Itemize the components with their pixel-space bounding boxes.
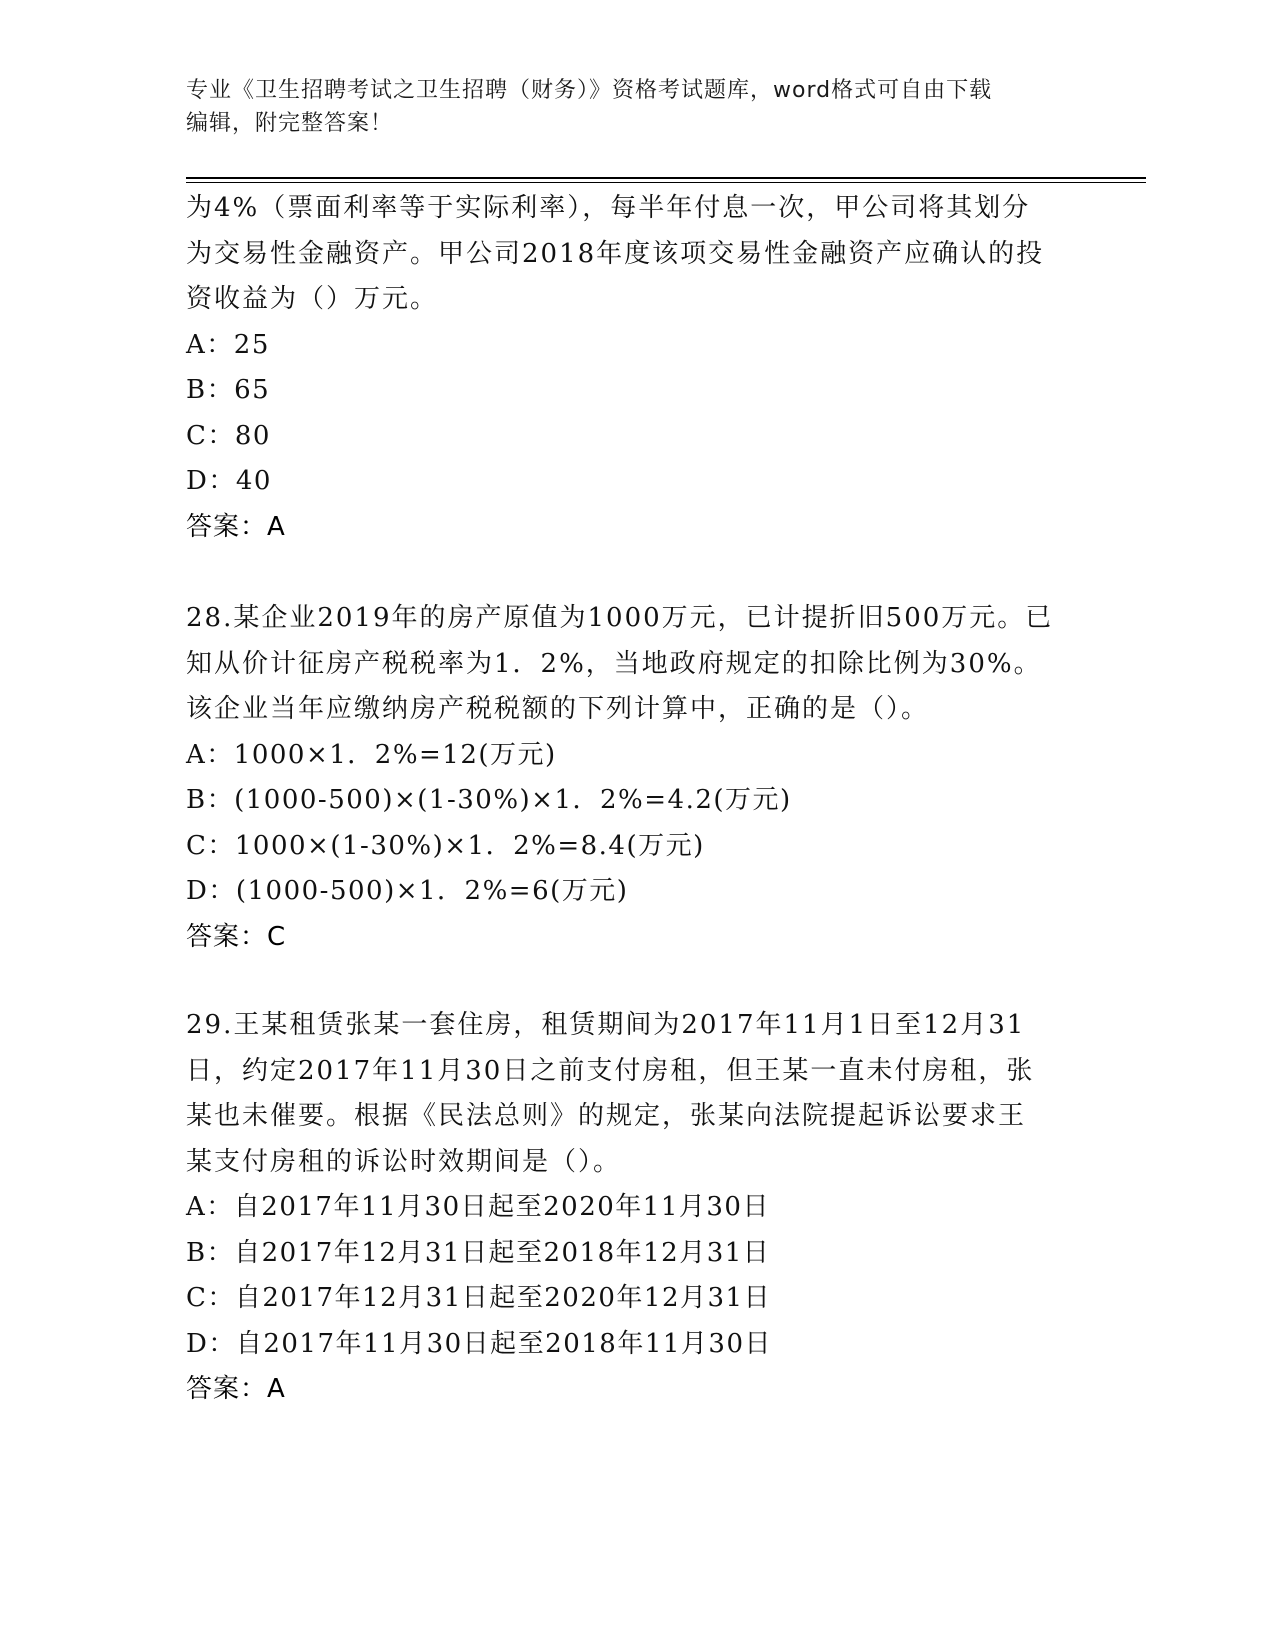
option-b: B：65 xyxy=(186,375,271,405)
question-text-line: 日，约定2017年11月30日之前支付房租，但王某一直未付房租，张 xyxy=(186,1055,1035,1086)
option-a: A：25 xyxy=(186,329,270,360)
option-c: C：自2017年12月31日起至2020年12月31日 xyxy=(186,1283,772,1313)
question-text-line: 为4%（票面利率等于实际利率），每半年付息一次，甲公司将其划分 xyxy=(186,193,1031,223)
option-c: C：80 xyxy=(186,420,271,451)
header-divider-thick xyxy=(186,177,1146,179)
question-text-line: 资收益为（）万元。 xyxy=(186,284,439,314)
question-block xyxy=(186,596,1076,960)
question-text-line: 为交易性金融资产。甲公司2018年度该项交易性金融资产应确认的投 xyxy=(186,238,1045,269)
question-text-line: 某支付房租的诉讼时效期间是（）。 xyxy=(186,1146,622,1177)
option-d: D：(1000-500)×1．2%=6(万元) xyxy=(186,876,629,906)
header-line-1: 专业《卫生招聘考试之卫生招聘（财务）》资格考试题库，word格式可自由下载 xyxy=(186,78,993,103)
question-block xyxy=(186,186,1076,550)
header-line-2: 编辑，附完整答案！ xyxy=(186,111,394,136)
answer-label: 答案：A xyxy=(186,511,286,542)
option-d: D：自2017年11月30日起至2018年11月30日 xyxy=(186,1328,773,1359)
question-text-line: 该企业当年应缴纳房产税税额的下列计算中，正确的是（）。 xyxy=(186,694,930,724)
option-a: A：1000×1．2%=12(万元) xyxy=(186,739,557,770)
option-b: B：(1000-500)×(1-30%)×1．2%=4.2(万元) xyxy=(186,785,792,815)
document-header xyxy=(186,74,1066,140)
answer-label: 答案：A xyxy=(186,1374,286,1404)
header-divider-thin xyxy=(186,182,1146,183)
answer-label: 答案：C xyxy=(186,921,287,952)
question-text-line: 某也未催要。根据《民法总则》的规定，张某向法院提起诉讼要求王 xyxy=(186,1101,1027,1131)
option-a: A：自2017年11月30日起至2020年11月30日 xyxy=(186,1192,770,1222)
question-block xyxy=(186,1003,1076,1413)
question-text-line: 知从价计征房产税税率为1．2%，当地政府规定的扣除比例为30%。 xyxy=(186,648,1042,679)
question-text-line: 29.王某租赁张某一套住房，租赁期间为2017年11月1日至12月31 xyxy=(186,1010,1026,1040)
option-b: B：自2017年12月31日起至2018年12月31日 xyxy=(186,1237,771,1268)
question-text-line: 28.某企业2019年的房产原值为1000万元，已计提折旧500万元。已 xyxy=(186,603,1054,633)
option-d: D：40 xyxy=(186,466,272,496)
option-c: C：1000×(1-30%)×1．2%=8.4(万元) xyxy=(186,830,705,861)
